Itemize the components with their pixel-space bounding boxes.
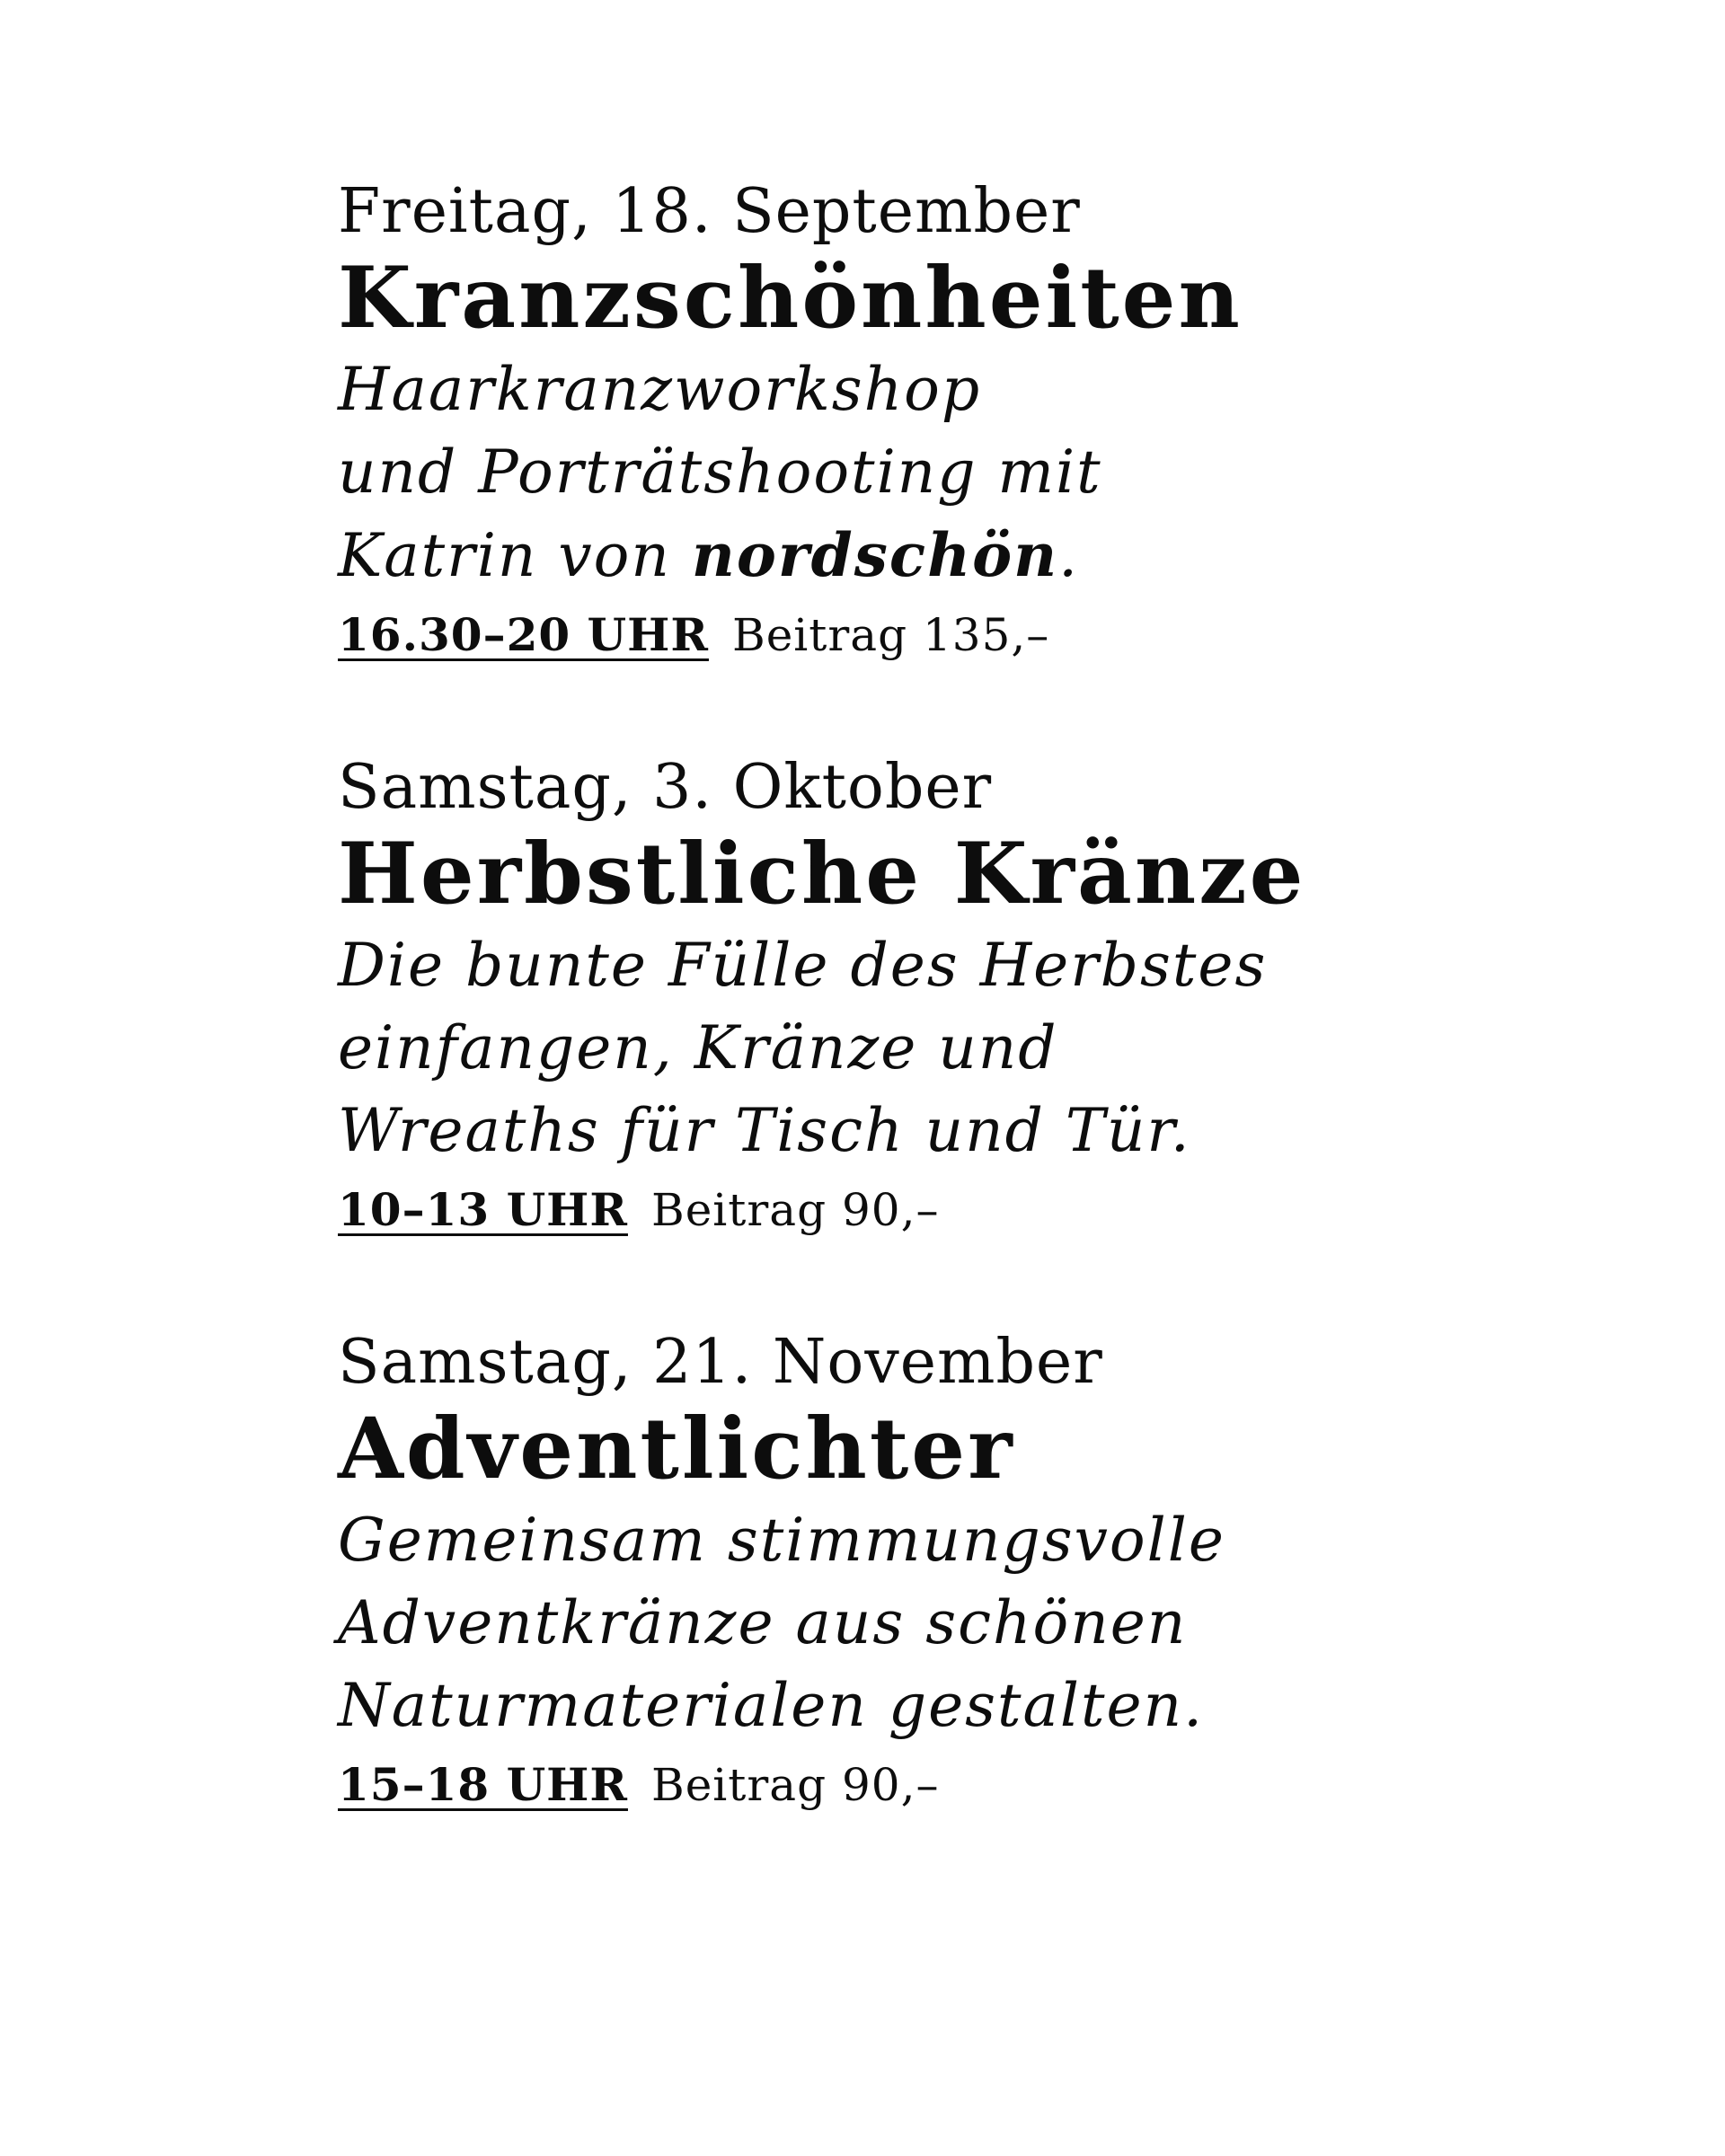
event-description-line: Haarkranzworkshop (338, 355, 982, 424)
event-description-punctuation: . (1058, 521, 1080, 590)
event-entry-herbstliche-kraenze (338, 752, 1596, 1241)
event-list (338, 176, 1596, 1902)
event-time: 16.30–20 UHR (338, 608, 709, 661)
event-price: Beitrag 90,– (650, 1759, 940, 1811)
event-meta (338, 605, 1596, 666)
event-description-line: Adventkränze aus schönen (338, 1588, 1188, 1657)
event-entry-adventlichter (338, 1327, 1596, 1816)
event-description-line: Naturmaterialen gestalten. (338, 1671, 1205, 1740)
event-description-line: Die bunte Fülle des Herbstes (338, 931, 1268, 1000)
event-description (338, 924, 1596, 1172)
event-meta (338, 1180, 1596, 1241)
event-description-line: einfangen, Kränze und (338, 1013, 1058, 1082)
event-date: Samstag, 3. Oktober (338, 752, 993, 823)
event-description-line: Gemeinsam stimmungsvolle (338, 1506, 1225, 1575)
event-description (338, 349, 1596, 597)
event-description-line: und Porträtshooting mit (338, 437, 1102, 507)
event-description-line: Wreaths für Tisch und Tür. (338, 1096, 1191, 1165)
event-date: Freitag, 18. September (338, 176, 1081, 247)
event-description-line (338, 514, 1596, 597)
event-description (338, 1499, 1596, 1747)
event-price: Beitrag 90,– (650, 1184, 940, 1236)
event-description-text: Katrin von (338, 521, 692, 590)
event-meta (338, 1754, 1596, 1816)
event-title: Adventlichter (338, 1400, 1015, 1498)
event-time: 15–18 UHR (338, 1758, 628, 1811)
brand-name: nordschön (691, 520, 1059, 590)
event-time: 10–13 UHR (338, 1183, 628, 1236)
event-title: Kranzschönheiten (338, 249, 1243, 348)
event-entry-kranzschoenheiten (338, 176, 1596, 666)
event-price: Beitrag 135,– (731, 609, 1050, 661)
event-title: Herbstliche Kränze (338, 825, 1306, 923)
event-date: Samstag, 21. November (338, 1327, 1103, 1398)
